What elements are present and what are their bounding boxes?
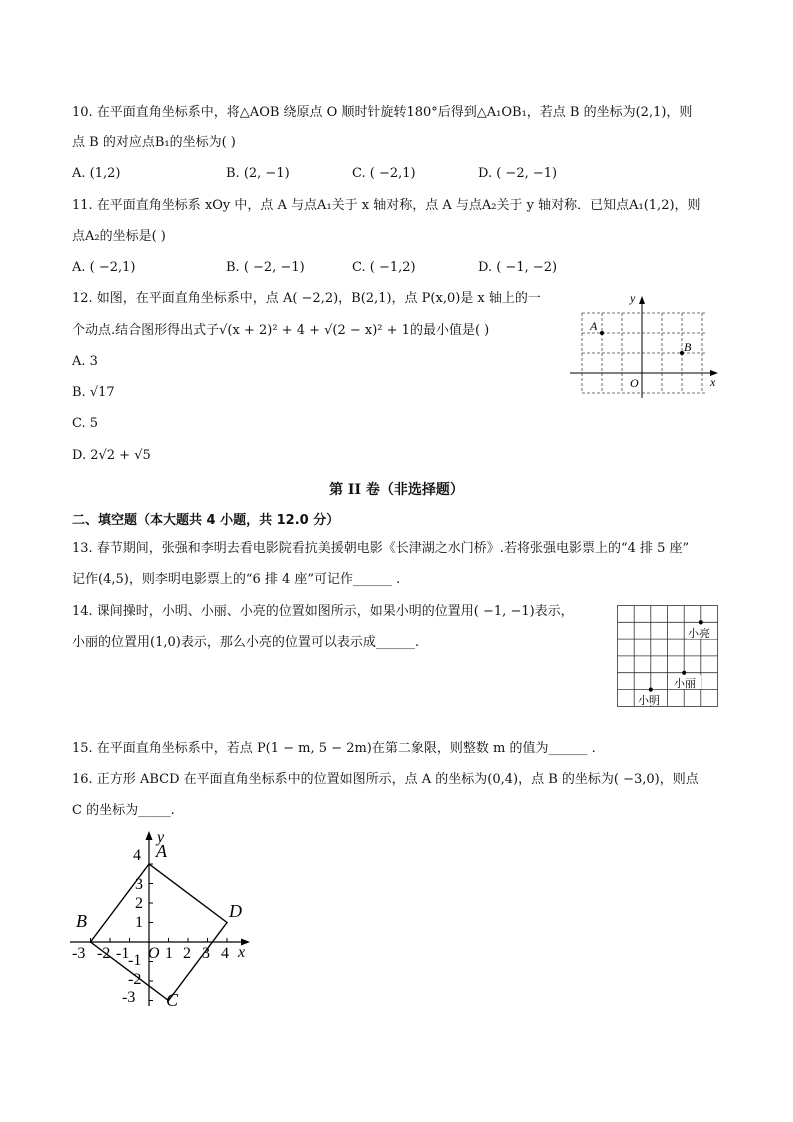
q12-y-arrow-icon [639,296,645,304]
q16-x-tick-neg1: -1 [116,945,130,962]
q13-text-line1: 13. 春节期间，张强和李明去看电影院看抗美援朝电影《长津湖之水门桥》.若将张强电影票上的“4 排 5 座” [72,541,690,556]
q15-text-line1: 15. 在平面直角坐标系中，若点 P(1 − m, 5 − 2m)在第二象限，则整数 m 的值为______ . [72,741,596,756]
q14-grid-lines [618,606,718,707]
q16-x-tick-2: 2 [183,945,191,962]
q10-option-d: D. ( −2, −1) [478,166,558,181]
q16-label-d: D [229,901,242,921]
q16-label-b: B [76,911,87,931]
q16-y-tick-1: 1 [135,914,143,931]
q16-x-tick-1: 1 [165,945,173,962]
q14-label-xiaoliang: 小亮 [688,628,710,640]
q10-text-line1: 10. 在平面直角坐标系中，将△AOB 绕原点 O 顺时针旋转180°后得到△A₁OB₁，若点 B 的坐标为(2,1)，则 [72,105,693,120]
q16-y-tick-2: 2 [135,895,143,912]
q12-text-line2: 个动点.结合图形得出式子√(x + 2)² + 4 + √(2 − x)² + 1的最小值是( ) [72,323,490,338]
q13-text-line2: 记作(4,5)，则李明电影票上的“6 排 4 座”可记作______ . [72,572,401,587]
q14-grid-figure [617,605,719,708]
q10-option-a: A. (1,2) [72,166,121,181]
q14-point-xiaoliang [699,620,703,624]
q11-text-line1: 11. 在平面直角坐标系 xOy 中，点 A 与点A₁关于 x 轴对称，点 A 与点A₂关于 y 轴对称．已知点A₁(1,2)，则 [72,198,701,213]
q16-y-tick-neg1: -1 [128,952,142,969]
q16-label-o: O [148,945,160,962]
q14-label-xiaoli: 小丽 [674,678,696,690]
q16-y-tick-4: 4 [133,847,141,864]
q12-option-b: B. √17 [72,385,115,400]
q12-text-line1: 12. 如图，在平面直角坐标系中，点 A( −2,2)，B(2,1)，点 P(x,0)是 x 轴上的一 [72,291,541,306]
q10-text-line2: 点 B 的对应点B₁的坐标为( ) [72,135,236,150]
q16-x-tick-neg3: -3 [72,945,86,962]
q16-y-arrow-icon [146,831,153,840]
q12-option-a: A. 3 [72,354,98,369]
q16-x-tick-4: 4 [221,945,229,962]
q14-text-line2: 小丽的位置用(1,0)表示，那么小亮的位置可以表示成______. [72,635,419,650]
q12-option-d: D. 2√2 + √5 [72,448,151,463]
q16-label-y: y [157,829,165,846]
q14-label-xiaoming: 小明 [638,695,660,707]
q12-label-a: A [590,319,598,333]
q16-label-a: A [156,841,167,861]
q12-label-x: x [710,375,716,389]
q11-option-b: B. ( −2, −1) [226,260,305,275]
q16-y-tick-neg3: -3 [122,989,136,1006]
q16-square-abcd [91,864,228,1001]
q16-text-line2: C 的坐标为_____. [72,803,175,818]
q16-text-line1: 16. 正方形 ABCD 在平面直角坐标系中的位置如图所示，点 A 的坐标为(0,4)，点 B 的坐标为( −3,0)，则点 [72,772,699,787]
q16-label-c: C [166,990,179,1010]
q11-text-line2: 点A₂的坐标是( ) [72,229,166,244]
q12-label-o: O [630,376,639,390]
q16-y-tick-3: 3 [135,876,143,893]
q16-y-tick-neg2: -2 [128,971,142,988]
q16-square-figure [70,826,260,1011]
q16-x-tick-neg2: -2 [97,945,111,962]
q16-tick-marks [91,864,228,1001]
q11-option-a: A. ( −2,1) [72,260,136,275]
part2-title: 第 II 卷（非选择题） [329,482,464,498]
q12-option-c: C. 5 [72,416,99,431]
q14-point-xiaoli [682,671,686,675]
q12-point-a [600,331,604,335]
q12-label-y: y [630,291,636,305]
section2-title: 二、填空题（本大题共 4 小题，共 12.0 分） [72,513,340,528]
q16-x-tick-3: 3 [202,945,210,962]
q12-coordinate-figure [568,290,728,400]
q14-point-xiaoming [649,688,653,692]
q16-label-x: x [238,944,246,961]
q14-text-line1: 14. 课间操时，小明、小丽、小亮的位置如图所示，如果小明的位置用( −1, −1)表示， [72,604,574,619]
q11-option-c: C. ( −1,2) [352,260,416,275]
q11-option-d: D. ( −1, −2) [478,260,558,275]
q10-option-b: B. (2, −1) [226,166,290,181]
q12-label-b: B [684,340,692,354]
q16-y-tick-labels [122,847,143,1006]
q10-option-c: C. ( −2,1) [352,166,416,181]
